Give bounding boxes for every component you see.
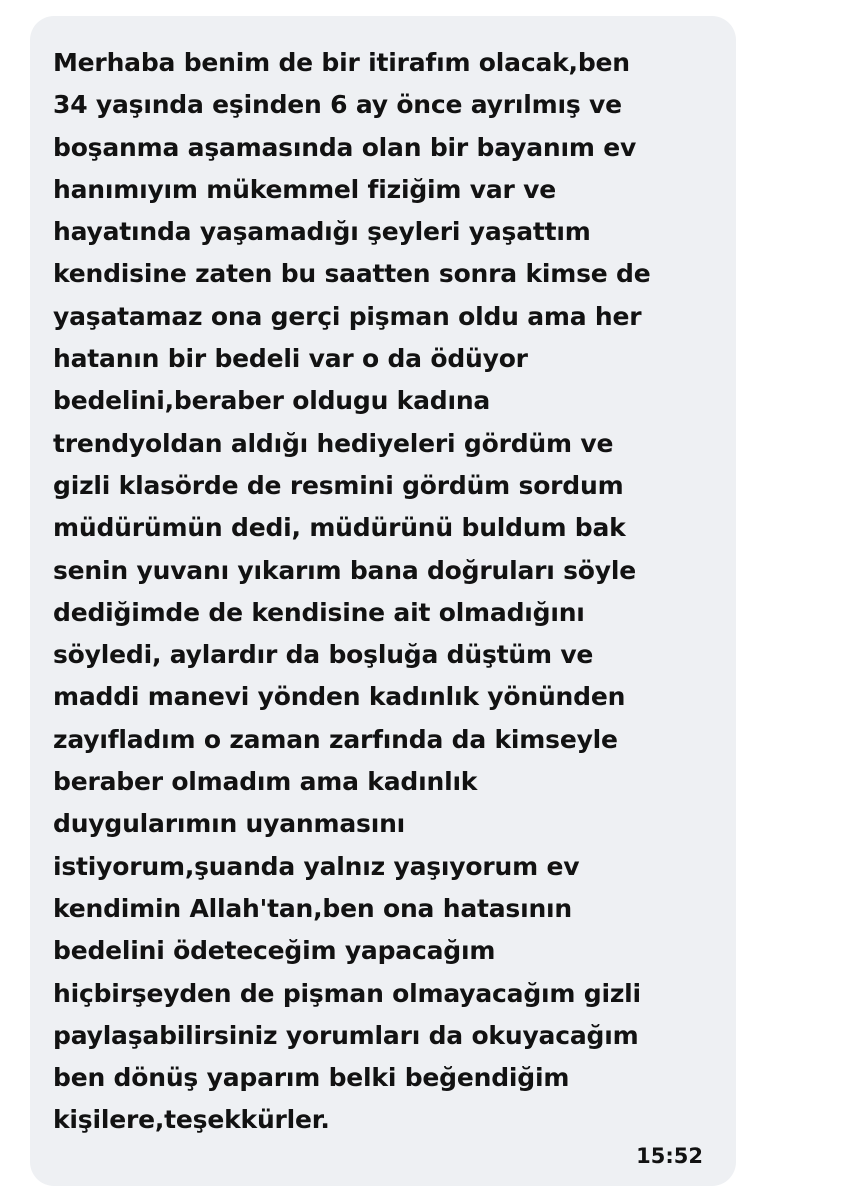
- message-line: 34 yaşında eşinden 6 ay önce ayrılmış ve: [53, 90, 622, 120]
- message-line: bedelini ödeteceğim yapacağım: [53, 936, 496, 966]
- message-line: Merhaba benim de bir itirafım olacak,ben: [53, 48, 630, 77]
- message-line: kişilere,teşekkürler.: [53, 1105, 330, 1135]
- message-line: kendimin Allah'tan,ben ona hatasının: [53, 893, 573, 923]
- message-line: bedelini,beraber oldugu kadına: [53, 386, 491, 416]
- message-line: dediğimde de kendisine ait olmadığını: [53, 597, 585, 627]
- message-line: hayatında yaşamadığı şeyleri yaşattım: [53, 217, 591, 247]
- message-bubble: [30, 16, 736, 1186]
- message-line: zayıfladım o zaman zarfında da kimseyle: [53, 724, 618, 754]
- message-text: [53, 42, 718, 1142]
- message-line: gizli klasörde de resmini gördüm sordum: [53, 470, 624, 500]
- message-line: trendyoldan aldığı hediyeleri gördüm ve: [53, 428, 614, 458]
- message-line: hanımıyım mükemmel fiziğim var ve: [53, 174, 556, 204]
- message-line: senin yuvanı yıkarım bana doğruları söyle: [53, 555, 636, 585]
- message-line: duygularımın uyanmasını: [53, 809, 406, 839]
- message-line: yaşatamaz ona gerçi pişman oldu ama her: [53, 301, 642, 331]
- message-line: boşanma aşamasında olan bir bayanım ev: [53, 132, 637, 162]
- message-line: istiyorum,şuanda yalnız yaşıyorum ev: [53, 851, 580, 881]
- message-line: maddi manevi yönden kadınlık yönünden: [53, 682, 626, 712]
- message-timestamp: 15:52: [636, 1144, 703, 1168]
- message-line: ben dönüş yaparım belki beğendiğim: [53, 1063, 570, 1093]
- message-line: paylaşabilirsiniz yorumları da okuyacağım: [53, 1020, 639, 1050]
- message-line: hatanın bir bedeli var o da ödüyor: [53, 344, 528, 374]
- message-line: kendisine zaten bu saatten sonra kimse de: [53, 259, 651, 289]
- message-line: hiçbirşeyden de pişman olmayacağım gizli: [53, 978, 641, 1008]
- message-line: müdürümün dedi, müdürünü buldum bak: [53, 513, 626, 543]
- message-line: söyledi, aylardır da boşluğa düştüm ve: [53, 640, 594, 670]
- message-line: beraber olmadım ama kadınlık: [53, 767, 478, 797]
